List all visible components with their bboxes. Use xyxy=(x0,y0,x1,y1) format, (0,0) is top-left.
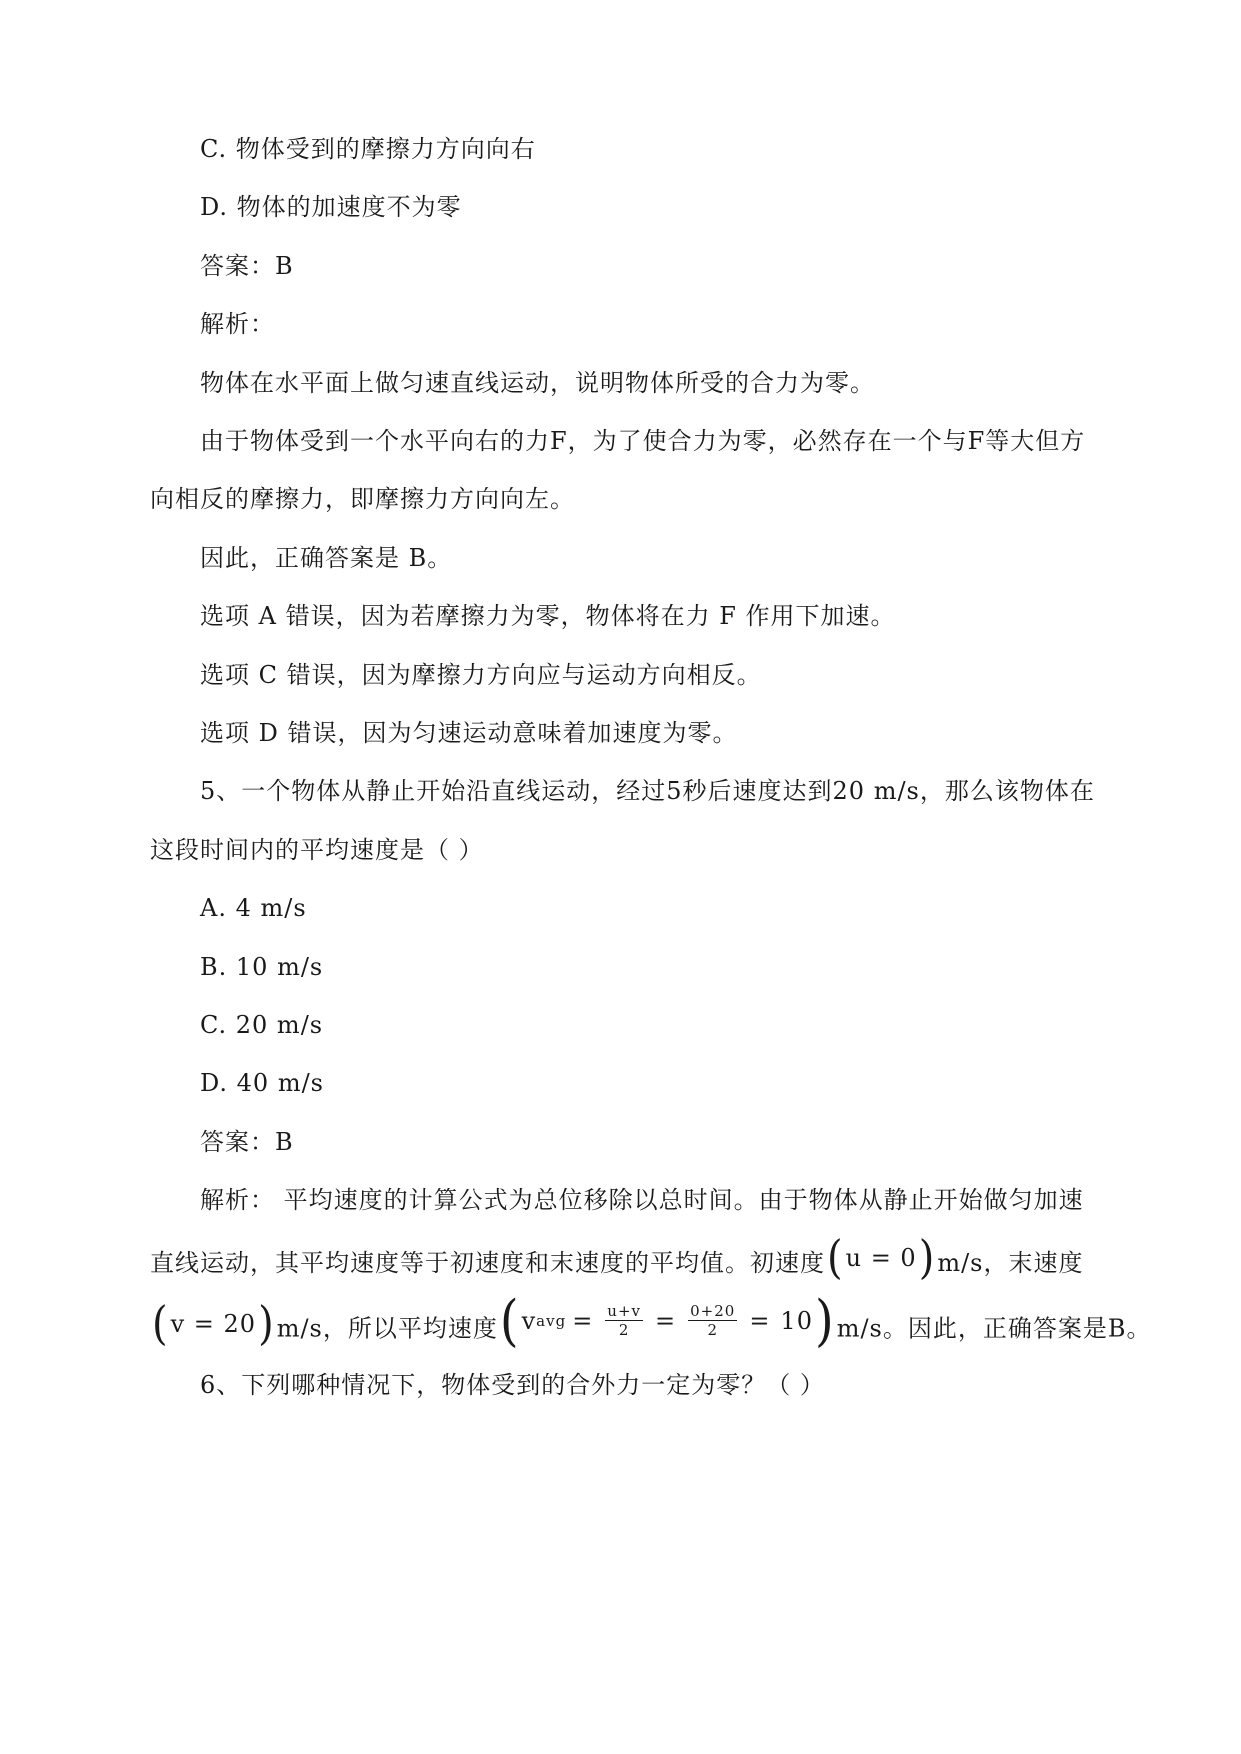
equals-sign: = xyxy=(655,1306,677,1335)
q5-analysis-line1: 解析： 平均速度的计算公式为总位移除以总时间。由于物体从静止开始做匀加速 xyxy=(200,1186,1084,1214)
fraction-2-numerator: 0+20 xyxy=(690,1302,736,1320)
initial-velocity-formula xyxy=(825,1231,937,1285)
q5-stem-line: 这段时间内的平均速度是（ ） xyxy=(150,836,484,864)
right-paren: ) xyxy=(918,1231,936,1285)
q5-option-b: B. 10 m/s xyxy=(200,953,324,981)
q6-stem: 6、下列哪种情况下，物体受到的合外力一定为零？（ ） xyxy=(200,1371,825,1399)
q4-analysis-line: 向相反的摩擦力，即摩擦力方向向左。 xyxy=(150,485,575,513)
q5-analysis-line3 xyxy=(150,1288,1152,1353)
q4-analysis-line: 选项 A 错误，因为若摩擦力为零，物体将在力 F 作用下加速。 xyxy=(200,602,896,630)
fraction-1-denominator: 2 xyxy=(618,1321,630,1339)
line2-tail: m/s，末速度 xyxy=(937,1249,1084,1277)
left-paren: ( xyxy=(499,1288,520,1353)
right-paren: ) xyxy=(814,1288,835,1353)
q5-option-c: C. 20 m/s xyxy=(200,1011,324,1039)
v-subscript: avg xyxy=(536,1311,567,1330)
q4-answer: 答案：B xyxy=(200,252,294,280)
q4-option-c: C. 物体受到的摩擦力方向向右 xyxy=(200,135,536,163)
q4-analysis-line: 由于物体受到一个水平向右的力F，为了使合力为零，必然存在一个与F等大但方 xyxy=(200,427,1086,455)
fraction-1 xyxy=(605,1302,643,1339)
fraction-2-denominator: 2 xyxy=(707,1321,718,1339)
line3-tail: m/s。因此，正确答案是B。 xyxy=(836,1314,1152,1343)
q5-answer: 答案：B xyxy=(200,1128,294,1156)
left-paren: ( xyxy=(827,1231,844,1285)
left-paren: ( xyxy=(152,1297,169,1350)
q5-stem-line: 5、一个物体从静止开始沿直线运动，经过5秒后速度达到20 m/s，那么该物体在 xyxy=(200,777,1095,805)
equals-sign: = xyxy=(572,1306,594,1335)
q4-analysis-line: 因此，正确答案是 B。 xyxy=(200,544,453,572)
line2-text: 直线运动，其平均速度等于初速度和末速度的平均值。初速度 xyxy=(150,1249,825,1277)
q4-analysis-line: 选项 C 错误，因为摩擦力方向应与运动方向相反。 xyxy=(200,661,762,689)
q5-analysis-line2 xyxy=(150,1231,1084,1285)
average-velocity-formula xyxy=(498,1288,837,1353)
right-paren: ) xyxy=(258,1297,275,1350)
result-value: 10 xyxy=(780,1306,813,1335)
fraction-1-numerator: u+v xyxy=(607,1302,641,1320)
q4-analysis-label: 解析： xyxy=(200,310,275,338)
fraction-2 xyxy=(688,1302,737,1339)
v-symbol: v xyxy=(521,1306,537,1335)
q5-option-a: A. 4 m/s xyxy=(200,894,307,922)
q5-option-d: D. 40 m/s xyxy=(200,1069,324,1097)
initial-velocity-expr: u = 0 xyxy=(845,1244,917,1272)
equals-sign: = xyxy=(749,1306,771,1335)
q4-option-d: D. 物体的加速度不为零 xyxy=(200,193,462,221)
line3-mid: m/s，所以平均速度 xyxy=(276,1314,498,1343)
q4-analysis-line: 选项 D 错误，因为匀速运动意味着加速度为零。 xyxy=(200,719,738,747)
final-velocity-formula xyxy=(150,1297,277,1350)
final-velocity-expr: v = 20 xyxy=(170,1309,257,1338)
q4-analysis-line: 物体在水平面上做匀速直线运动，说明物体所受的合力为零。 xyxy=(200,369,875,397)
